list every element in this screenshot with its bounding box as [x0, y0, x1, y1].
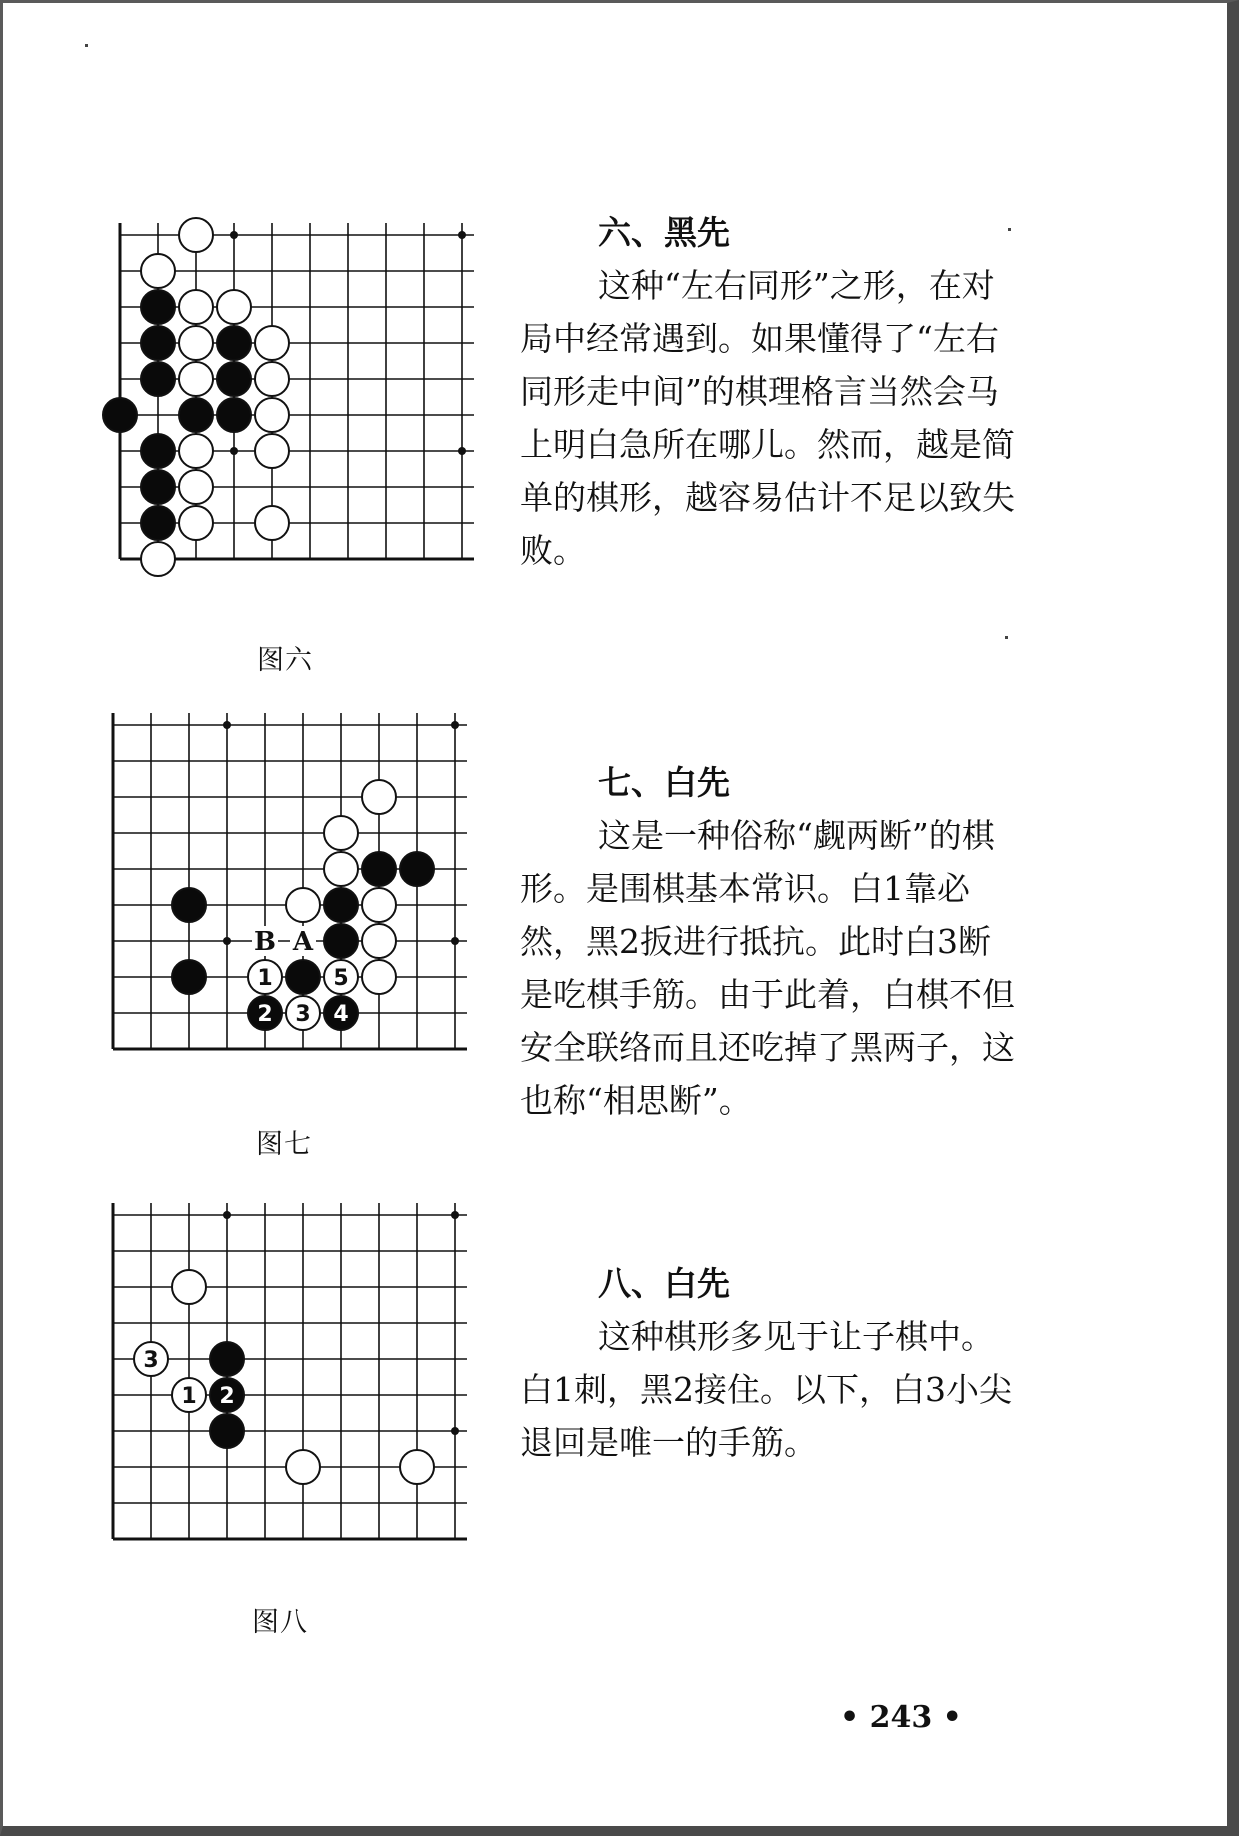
- white-stone: [286, 1450, 320, 1484]
- white-stone: [362, 960, 396, 994]
- black-stone: [103, 398, 137, 432]
- black-stone: [210, 1342, 244, 1376]
- white-stone: [179, 470, 213, 504]
- white-stone: [255, 326, 289, 360]
- move-number: 2: [219, 1384, 235, 1409]
- black-stone: [324, 888, 358, 922]
- star-point: [451, 1427, 459, 1435]
- black-stone: [141, 362, 175, 396]
- black-stone: [400, 852, 434, 886]
- black-stone: [217, 398, 251, 432]
- black-stone: [141, 290, 175, 324]
- black-stone: [172, 888, 206, 922]
- move-number: 4: [333, 1002, 349, 1027]
- section-6-text-block: [520, 206, 1020, 577]
- black-stone: [141, 434, 175, 468]
- black-stone: [179, 398, 213, 432]
- section-7-text-block: [520, 756, 1020, 1127]
- black-stone: [217, 362, 251, 396]
- white-stone: [255, 506, 289, 540]
- white-stone: [400, 1450, 434, 1484]
- point-label: A: [292, 927, 314, 957]
- white-stone: [179, 290, 213, 324]
- star-point: [451, 721, 459, 729]
- black-stone: [286, 960, 320, 994]
- figure-caption-8: 图八: [252, 1607, 308, 1638]
- move-number: 1: [181, 1384, 197, 1409]
- white-stone: [179, 506, 213, 540]
- scan-speck: [1008, 228, 1011, 231]
- go-diagram-6: [95, 215, 495, 615]
- go-diagram-7: [95, 700, 495, 1100]
- white-stone: [255, 362, 289, 396]
- move-number: 3: [143, 1348, 159, 1373]
- section-7-paragraph: 这是一种俗称“觑两断”的棋形。是围棋基本常识。白1靠必然，黑2扳进行抵抗。此时白3断是吃棋手筋。由于此着，白棋不但安全联络而且还吃掉了黑两子，这也称“相思断”。: [520, 816, 1015, 1120]
- scan-speck: [85, 44, 88, 47]
- white-stone: [362, 780, 396, 814]
- section-7-heading: 七、白先: [598, 763, 730, 802]
- white-stone: [141, 254, 175, 288]
- star-point: [458, 231, 466, 239]
- black-stone: [141, 470, 175, 504]
- black-stone: [172, 960, 206, 994]
- black-stone: [141, 506, 175, 540]
- section-8-heading: 八、白先: [598, 1264, 730, 1303]
- black-stone: [362, 852, 396, 886]
- move-number: 3: [295, 1002, 311, 1027]
- white-stone: [324, 852, 358, 886]
- white-stone: [141, 542, 175, 576]
- figure-caption-6: 图六: [257, 645, 313, 676]
- white-stone: [172, 1270, 206, 1304]
- white-stone: [286, 888, 320, 922]
- white-stone: [255, 398, 289, 432]
- black-stone: [217, 326, 251, 360]
- white-stone: [179, 434, 213, 468]
- white-stone: [179, 218, 213, 252]
- section-8-paragraph: 这种棋形多见于让子棋中。白1刺，黑2接住。以下，白3小尖退回是唯一的手筋。: [520, 1317, 1012, 1462]
- section-6-heading: 六、黑先: [598, 213, 730, 252]
- star-point: [223, 1211, 231, 1219]
- star-point: [223, 721, 231, 729]
- move-number: 2: [257, 1002, 273, 1027]
- star-point: [451, 1211, 459, 1219]
- star-point: [458, 447, 466, 455]
- section-8-text-block: [520, 1257, 1020, 1469]
- white-stone: [362, 888, 396, 922]
- scan-speck: [1005, 636, 1008, 639]
- star-point: [223, 937, 231, 945]
- star-point: [230, 447, 238, 455]
- white-stone: [179, 326, 213, 360]
- white-stone: [362, 924, 396, 958]
- move-number: 1: [257, 966, 273, 991]
- go-diagram-8: [95, 1190, 495, 1590]
- white-stone: [179, 362, 213, 396]
- black-stone: [324, 924, 358, 958]
- black-stone: [141, 326, 175, 360]
- move-number: 5: [333, 966, 349, 991]
- black-stone: [210, 1414, 244, 1448]
- white-stone: [217, 290, 251, 324]
- star-point: [451, 937, 459, 945]
- point-label: B: [254, 927, 276, 957]
- section-6-paragraph: 这种“左右同形”之形，在对局中经常遇到。如果懂得了“左右同形走中间”的棋理格言当然会马上明白急所在哪儿。然而，越是简单的棋形，越容易估计不足以致失败。: [520, 266, 1015, 570]
- figure-caption-7: 图七: [256, 1129, 312, 1160]
- white-stone: [324, 816, 358, 850]
- star-point: [230, 231, 238, 239]
- white-stone: [255, 434, 289, 468]
- page-number: • 243 •: [840, 1700, 962, 1735]
